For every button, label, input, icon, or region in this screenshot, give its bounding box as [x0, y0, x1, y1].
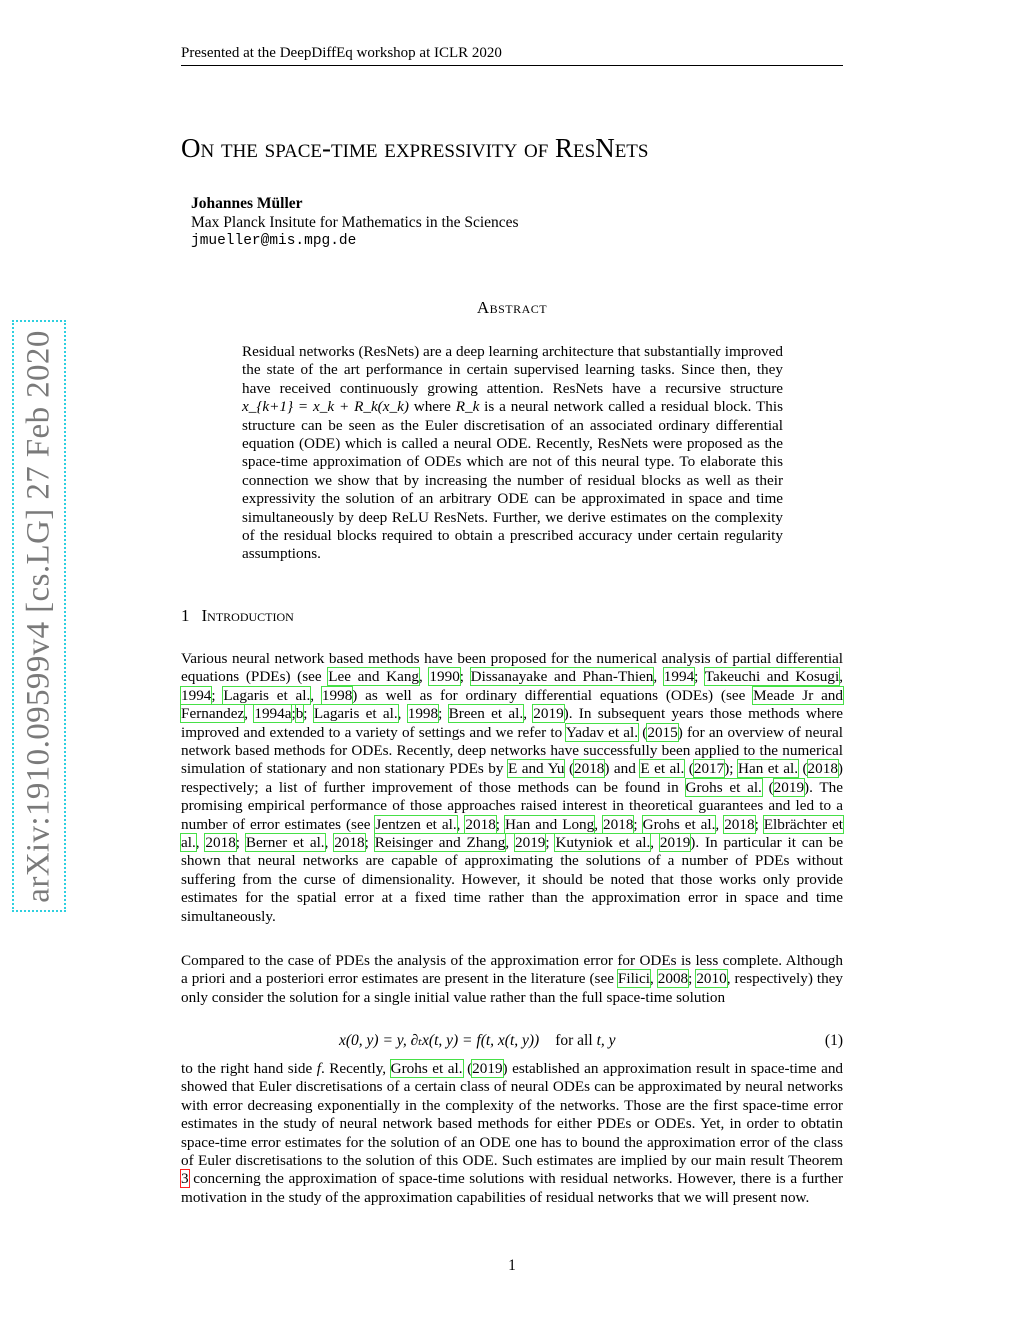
paper-title: On the space-time expressivity of ResNets — [181, 133, 649, 163]
text: , — [456, 815, 466, 833]
citation-link[interactable]: Dissanayake and Phan-Thien — [470, 668, 654, 686]
citation-link[interactable]: 1994a — [254, 705, 292, 723]
citation-link[interactable]: b — [295, 705, 304, 723]
text: , — [397, 705, 408, 723]
text: , respectively) they only consider the solution for a single initial value rather than the full space-time solution — [181, 970, 844, 1006]
citation-link[interactable]: Breen et al. — [448, 705, 524, 723]
section-number: 1 — [181, 606, 190, 625]
text: ; — [633, 815, 643, 833]
citation-link[interactable]: 2008 — [657, 970, 689, 988]
citation-link[interactable]: 2019 — [659, 834, 691, 852]
citation-link[interactable]: 2017 — [693, 760, 725, 778]
text: ). The promising empirical performance of those approaches raised interest in theoretical guarantees and led to a number of error estimates (see — [181, 778, 843, 833]
citation-link[interactable]: Han and Long — [505, 815, 595, 833]
text: , — [650, 834, 660, 852]
text: , — [715, 815, 725, 833]
equation-number: (1) — [824, 1032, 843, 1049]
abstract-text — [242, 343, 783, 564]
citation-link[interactable]: 2018 — [724, 815, 755, 833]
citation-link[interactable]: 2019 — [773, 778, 805, 796]
page-number: 1 — [508, 1257, 516, 1274]
citation-link[interactable]: Han et al. — [738, 760, 798, 778]
citation-link[interactable]: Lagaris et al. — [223, 686, 311, 704]
equation-vars: t, y — [596, 1032, 616, 1049]
arxiv-id: arXiv:1910.09599v4 [cs.LG] 27 Feb 2020 — [20, 329, 57, 903]
citation-link[interactable]: 2018 — [334, 834, 365, 852]
equation-expression: x(0, y) = y, ∂ₜx(t, y) = f(t, x(t, y)) — [339, 1032, 540, 1049]
citation-link[interactable]: 2019 — [533, 705, 564, 723]
citation-link[interactable]: 2015 — [647, 723, 678, 741]
text: ). In particular it can be shown that neural networks are capable of approximating the solutions of a number of PDEs without suffering from the curse of dimensionality. However, it should be noted that those works only provide estimates for the spatial error at a fixed time rather than the approximation error in space and time simultaneously. — [181, 834, 844, 925]
citation-link[interactable]: Lee and Kang — [328, 668, 420, 686]
citation-link[interactable]: 2018 — [807, 760, 838, 778]
text: . Recently, — [320, 1060, 391, 1077]
abstract-heading: Abstract — [476, 298, 548, 317]
citation-link[interactable]: 1994 — [663, 668, 695, 686]
author-affiliation: Max Planck Insitute for Mathematics in the Sciences — [191, 214, 519, 231]
text: ( — [684, 760, 694, 778]
text: , — [505, 834, 516, 852]
citation-link[interactable]: Yadav et al. — [565, 723, 639, 741]
text: ( — [761, 778, 774, 796]
text: ; — [211, 686, 224, 704]
citation-link[interactable]: E et al. — [640, 760, 685, 778]
text: , — [195, 834, 206, 852]
citation-link[interactable]: Grohs et al. — [685, 778, 762, 796]
text: ) as well as for ordinary differential equations (ODEs) (see — [352, 686, 754, 704]
text: ; — [438, 705, 449, 723]
text: ; — [291, 705, 296, 723]
intro-paragraph-1 — [181, 650, 843, 926]
text: ( — [798, 760, 808, 778]
text: , — [839, 668, 843, 686]
citation-link[interactable]: Takeuchi and Kosugi — [704, 668, 840, 686]
text: , — [324, 834, 335, 852]
running-header: Presented at the DeepDiffEq workshop at ICLR 2020 — [181, 43, 843, 66]
arxiv-stamp[interactable] — [12, 320, 66, 912]
abstract-formula-2: R_k — [455, 398, 480, 416]
citation-link[interactable]: E and Yu — [507, 760, 565, 778]
text: ) and — [604, 760, 641, 778]
text: ) respectively; a list of further improvement of those methods can be found in — [181, 760, 843, 796]
author-block — [191, 194, 519, 251]
intro-paragraph-2 — [181, 952, 843, 1007]
citation-link[interactable]: Kutyniok et al. — [555, 834, 651, 852]
section-heading — [181, 606, 294, 626]
author-name: Johannes Müller — [191, 195, 303, 212]
text: ) for an overview of neural network based methods for ODEs. Recently, deep networks have successfully been applied to the numerical simulation of stationary and non stationary PDEs by — [181, 723, 843, 778]
citation-link[interactable]: 2018 — [205, 834, 236, 852]
text: , — [523, 705, 534, 723]
text: ( — [462, 1060, 473, 1077]
theorem-reference-link[interactable]: 3 — [181, 1170, 189, 1188]
citation-link[interactable]: Grohs et al. — [390, 1060, 463, 1077]
citation-link[interactable]: Lagaris et al. — [313, 705, 398, 723]
text: ) established an approximation result in space-time and showed that Euler discretisations of a certain class of neural ODEs can be approximated by neural networks with error decreasing exponentially in the complexity of the networks. Those are the first space-time error estimates in the study of neural network based methods for either PDEs or ODEs. Yet, in order to obtatin space-time error estimates for the solution of an ODE one has to bound the approximation error of the class of Euler discretisations to the solution of this ODE. Such estimates are implied by our main result Theorem — [181, 1060, 844, 1170]
text: ; — [495, 815, 505, 833]
text: ; — [364, 834, 375, 852]
text: , — [244, 705, 255, 723]
citation-link[interactable]: Jentzen et al. — [375, 815, 457, 833]
citation-link[interactable]: Reisinger and Zhang — [374, 834, 506, 852]
text: ; — [459, 668, 471, 686]
text: ; — [303, 705, 314, 723]
citation-link[interactable]: 1998 — [407, 705, 439, 723]
abstract-part: Residual networks (ResNets) are a deep learning architecture that substantially improved the state of the art performance in certain supervised learning tasks. Since then, they have received continuously growing attention. ResNets have a recursive structure — [242, 343, 783, 397]
citation-link[interactable]: Meade Jr and Fernandez — [181, 686, 843, 723]
math-symbol: f — [316, 1060, 321, 1077]
text: ; — [754, 815, 764, 833]
text: concerning the approximation of space-time solutions with residual networks. However, there is a further motivation in the study of the approximation capabilities of residual networks that we will present now. — [181, 1170, 843, 1206]
text: ); — [724, 760, 738, 778]
text: ( — [638, 723, 648, 741]
text: ). In subsequent years those methods where improved and extended to a variety of settings and we refer to — [181, 705, 844, 741]
citation-link[interactable]: 2019 — [515, 834, 546, 852]
equation-formula — [339, 1031, 616, 1050]
text: ; — [694, 668, 705, 686]
text: , — [310, 686, 322, 704]
text: , — [653, 668, 664, 686]
text: Compared to the case of PDEs the analysis of the approximation error for ODEs is less complete. Although a priori and a posteriori error estimates are present in the literature (see — [181, 952, 843, 988]
citation-link[interactable]: 2018 — [603, 815, 634, 833]
text: , — [594, 815, 604, 833]
text: , — [419, 668, 430, 686]
citation-link[interactable]: 2018 — [574, 760, 605, 778]
citation-link[interactable]: Grohs et al. — [642, 815, 716, 833]
text: ; — [545, 834, 556, 852]
citation-link[interactable]: 2019 — [472, 1060, 503, 1077]
abstract-formula: x_{k+1} = x_k + R_k(x_k) — [242, 398, 409, 416]
author-email[interactable]: jmueller@mis.mpg.de — [191, 233, 357, 249]
section-title: Introduction — [201, 606, 294, 625]
citation-link[interactable]: Filici — [617, 970, 650, 988]
text: Various neural network based methods have been proposed for the numerical analysis of partial differential equations (PDEs) (see — [181, 650, 843, 686]
citation-link[interactable]: 2018 — [465, 815, 496, 833]
abstract-part: where — [408, 398, 456, 416]
text: ; — [688, 970, 697, 988]
citation-link[interactable]: 1994 — [181, 686, 212, 704]
text: to the right hand side — [181, 1060, 317, 1077]
text: ( — [564, 760, 574, 778]
citation-link[interactable]: 2010 — [696, 970, 727, 988]
intro-paragraph-3 — [181, 1060, 843, 1207]
citation-link[interactable]: Elbrächter et al. — [181, 815, 843, 852]
citation-link[interactable]: Berner et al. — [245, 834, 325, 852]
citation-link[interactable]: 1990 — [429, 668, 460, 686]
abstract-part: is a neural network called a residual block. This structure can be seen as the Euler discretisation of an associated ordinary differential equation (ODE) which is called a neural ODE. Recently, ResNets were proposed as the space-time approximation of ODEs which are not of this neural type. To elaborate this connection we show that by increasing the number of residual blocks as well as their expressivity the solution of an arbitrary ODE can be approximated in space and time simultaneously by deep ReLU ResNets. Further, we derive estimates on the complexity of the residual blocks required to obtain a prescribed accuracy under certain regularity assumptions. — [242, 398, 783, 563]
citation-link[interactable]: 1998 — [321, 686, 353, 704]
text: ; — [235, 834, 246, 852]
text: , — [650, 970, 658, 988]
equation-condition: for all — [555, 1032, 593, 1049]
